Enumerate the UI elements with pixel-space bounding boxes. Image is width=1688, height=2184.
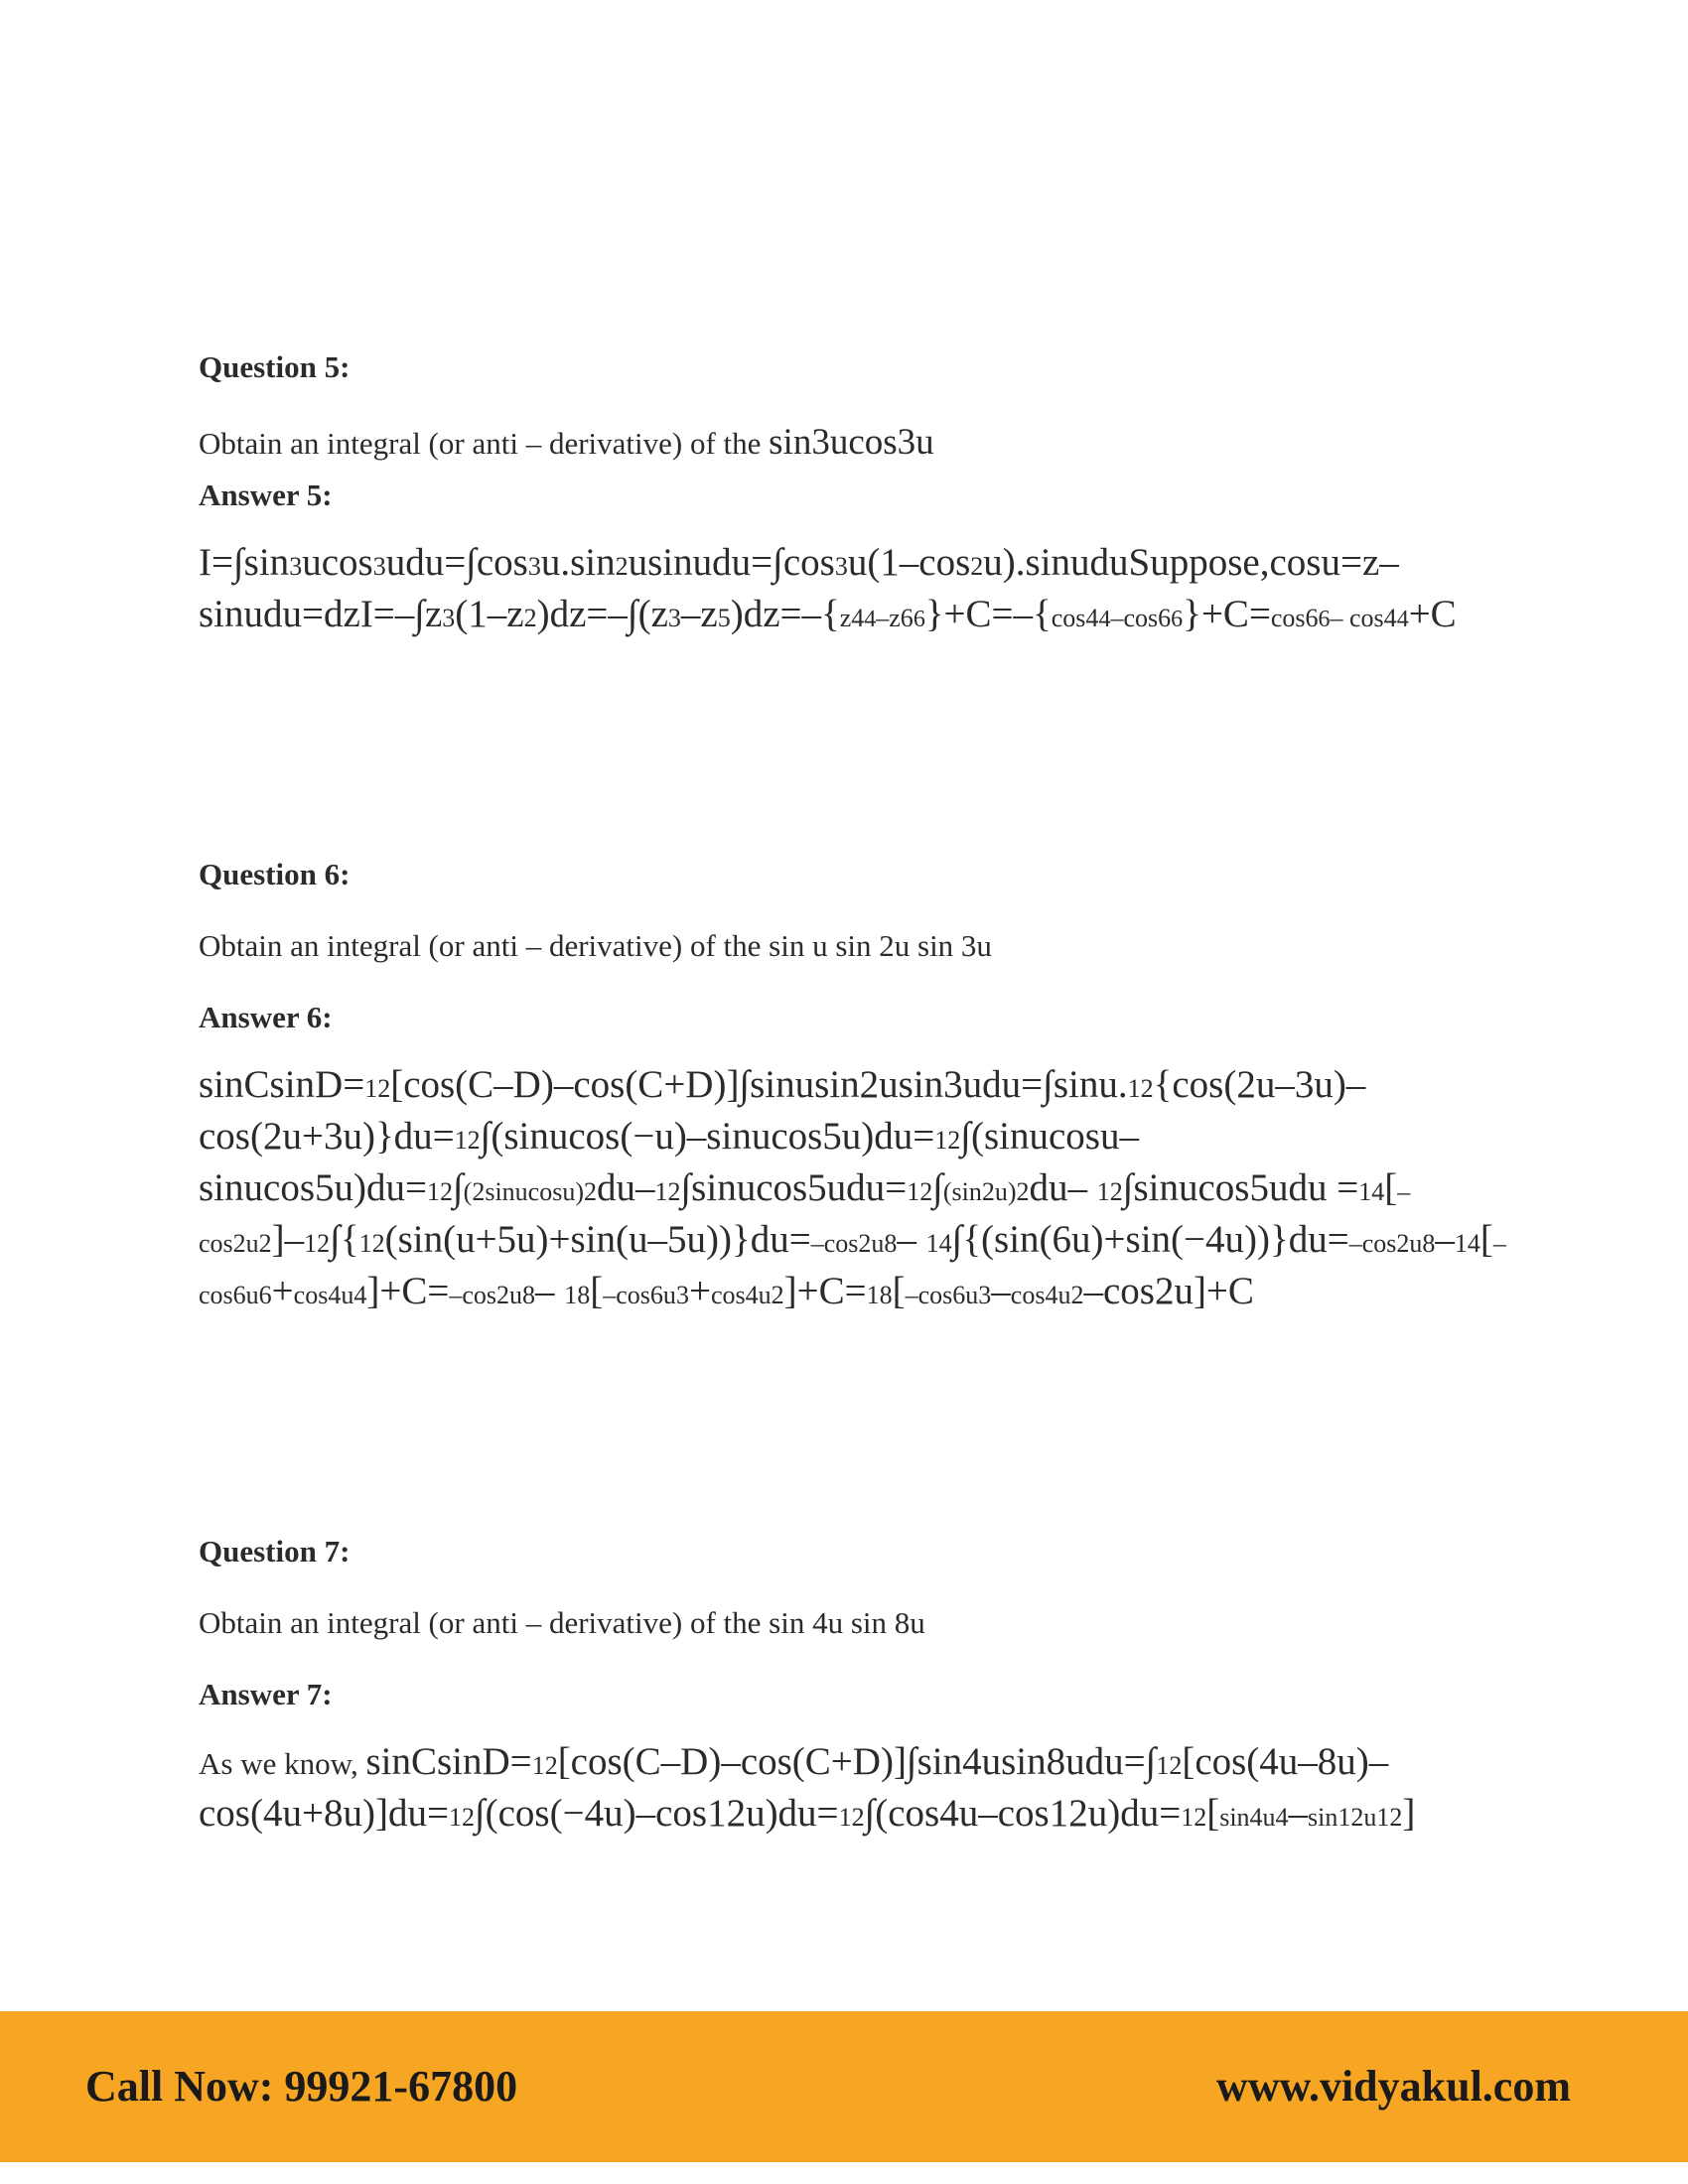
math-segment: du– bbox=[597, 1166, 655, 1209]
math-segment: 6 bbox=[1171, 607, 1184, 632]
math-segment: u(1–cos bbox=[847, 541, 971, 584]
math-segment: I=∫sin bbox=[199, 541, 290, 584]
math-segment: [ bbox=[1206, 1792, 1220, 1835]
math-segment: ∫{(sin(6u)+sin(−4u))}du= bbox=[951, 1218, 1349, 1261]
math-segment: – cos4 bbox=[1330, 604, 1397, 632]
math-segment: 18 bbox=[564, 1281, 591, 1309]
math-segment: 12 bbox=[454, 1126, 481, 1155]
math-segment: –z6 bbox=[876, 604, 914, 632]
math-segment: (sin(u+5u)+sin(u–5u))}du= bbox=[384, 1218, 811, 1261]
math-segment: 12 bbox=[358, 1229, 385, 1258]
answer-7-heading: Answer 7: bbox=[199, 1677, 333, 1711]
math-segment: udu=∫cos bbox=[385, 541, 528, 584]
math-segment: cos4u bbox=[1010, 1281, 1071, 1309]
math-segment: 12 bbox=[1096, 1177, 1123, 1206]
math-segment: 2 bbox=[523, 604, 537, 632]
math-segment: sinCsinD= bbox=[199, 1063, 365, 1106]
math-segment: }+C= bbox=[1183, 593, 1271, 635]
math-segment: ∫ bbox=[932, 1166, 943, 1209]
answer-7-math bbox=[199, 1738, 1509, 1842]
math-segment: 12 bbox=[838, 1803, 865, 1832]
question-7-block bbox=[199, 1534, 1509, 1842]
math-segment: [cos(C–D)–cos(C+D)]∫sinusin2usin3udu=∫sinu. bbox=[390, 1063, 1128, 1106]
call-now-text[interactable]: Call Now: 99921-67800 bbox=[85, 2062, 518, 2111]
math-segment: 2 bbox=[584, 1177, 597, 1206]
math-segment: 12 bbox=[531, 1751, 558, 1780]
math-segment: 12 bbox=[934, 1126, 961, 1155]
math-segment: ∫sinucos5udu = bbox=[1122, 1166, 1359, 1209]
math-segment: –cos6u bbox=[199, 1229, 1506, 1309]
math-segment: 2 bbox=[970, 552, 984, 581]
math-segment: 18 bbox=[866, 1281, 893, 1309]
math-segment: cos4u bbox=[293, 1281, 354, 1309]
math-segment: )dz=–{ bbox=[730, 593, 840, 635]
math-segment: 5 bbox=[717, 604, 731, 632]
math-segment: z4 bbox=[839, 604, 865, 632]
math-segment: 8 bbox=[1422, 1229, 1436, 1258]
math-segment: ∫ bbox=[452, 1166, 464, 1209]
math-segment: 12 bbox=[907, 1177, 933, 1206]
math-segment: – bbox=[535, 1270, 565, 1312]
math-segment: u.sin bbox=[540, 541, 616, 584]
math-segment: 4 bbox=[1396, 607, 1409, 632]
answer-7-formula bbox=[199, 1740, 1415, 1835]
math-segment: 14 bbox=[1358, 1177, 1385, 1206]
answer-5-heading: Answer 5: bbox=[199, 478, 333, 512]
math-segment: 12 bbox=[1181, 1803, 1207, 1832]
math-segment: (2sinucosu) bbox=[463, 1177, 584, 1206]
math-segment: du– bbox=[1029, 1166, 1097, 1209]
math-segment: –cos2u]+C bbox=[1083, 1270, 1254, 1312]
math-segment: 2 bbox=[615, 552, 629, 581]
math-segment: ]– bbox=[271, 1218, 305, 1261]
website-link[interactable]: www.vidyakul.com bbox=[1216, 2062, 1571, 2111]
math-segment: 4 bbox=[864, 607, 877, 632]
question-7-text: Obtain an integral (or anti – derivative) of the sin 4u sin 8u bbox=[199, 1605, 925, 1640]
math-segment: – bbox=[1288, 1792, 1309, 1835]
answer-7-lead: As we know, bbox=[199, 1746, 366, 1781]
math-segment: ∫sinucos5udu= bbox=[680, 1166, 908, 1209]
question-6-heading: Question 6: bbox=[199, 857, 351, 891]
math-segment: 12 bbox=[1156, 1751, 1183, 1780]
math-segment: –cos2u bbox=[1348, 1229, 1423, 1258]
math-segment: – bbox=[1435, 1218, 1455, 1261]
math-segment: ] bbox=[1402, 1792, 1416, 1835]
question-6-block bbox=[199, 857, 1509, 1319]
math-segment: ∫(sinucosu– sinucos5u)du= bbox=[199, 1115, 1139, 1209]
math-segment: {cos(2u–3u)– cos(2u+3u)}du= bbox=[199, 1063, 1366, 1158]
math-segment: 12 bbox=[448, 1803, 475, 1832]
math-segment: sinCsinD= bbox=[365, 1740, 532, 1783]
math-segment: [ bbox=[1384, 1166, 1398, 1209]
math-segment: ∫(cos4u–cos12u)du= bbox=[864, 1792, 1182, 1835]
math-segment: 6 bbox=[1318, 607, 1331, 632]
math-segment: + bbox=[688, 1270, 711, 1312]
math-segment: – bbox=[991, 1270, 1011, 1312]
math-segment: 4 bbox=[353, 1281, 367, 1309]
math-segment: }+C=–{ bbox=[924, 593, 1052, 635]
math-segment: 3 bbox=[527, 552, 541, 581]
math-segment: cos4u bbox=[710, 1281, 772, 1309]
answer-6-heading: Answer 6: bbox=[199, 1000, 333, 1034]
math-segment: 3 bbox=[978, 1281, 992, 1309]
math-segment: –z bbox=[680, 593, 718, 635]
math-segment: 3 bbox=[675, 1281, 689, 1309]
math-segment: [ bbox=[892, 1270, 906, 1312]
math-segment: sin12u bbox=[1308, 1803, 1377, 1832]
math-segment: –cos6 bbox=[1110, 604, 1172, 632]
math-segment: [ bbox=[590, 1270, 604, 1312]
math-segment: (1–z bbox=[455, 593, 524, 635]
math-segment: 2 bbox=[1070, 1281, 1084, 1309]
question-6-text: Obtain an integral (or anti – derivative) of the sin u sin 2u sin 3u bbox=[199, 928, 992, 963]
math-segment: 12 bbox=[426, 1177, 453, 1206]
math-segment: 12 bbox=[364, 1074, 391, 1103]
math-segment: cos4 bbox=[1051, 604, 1099, 632]
math-segment: 4 bbox=[1275, 1803, 1289, 1832]
question-5-expression: sin3ucos3u bbox=[769, 422, 934, 463]
math-segment: +C bbox=[1408, 593, 1457, 635]
math-segment: 12 bbox=[1127, 1074, 1154, 1103]
math-segment: 8 bbox=[884, 1229, 898, 1258]
math-segment: 2 bbox=[1016, 1177, 1030, 1206]
math-segment: cos6 bbox=[1270, 604, 1319, 632]
math-segment: 12 bbox=[654, 1177, 681, 1206]
question-7-heading: Question 7: bbox=[199, 1534, 351, 1569]
math-segment: [cos(C–D)–cos(C+D)]∫sin4usin8udu=∫ bbox=[557, 1740, 1157, 1783]
math-segment: 6 bbox=[913, 607, 925, 632]
question-5-prompt: Obtain an integral (or anti – derivative) of the bbox=[199, 426, 770, 461]
math-segment: 6 bbox=[258, 1281, 272, 1309]
math-segment: ]+C= bbox=[366, 1270, 450, 1312]
math-segment: (sin2u) bbox=[942, 1177, 1017, 1206]
math-segment: 8 bbox=[522, 1281, 536, 1309]
footer-banner bbox=[0, 2011, 1688, 2162]
math-segment: 4 bbox=[1098, 607, 1111, 632]
math-segment: 2 bbox=[771, 1281, 784, 1309]
math-segment: usinudu=∫cos bbox=[628, 541, 835, 584]
math-segment: 3 bbox=[442, 604, 456, 632]
math-segment: –cos2u bbox=[449, 1281, 523, 1309]
math-segment: + bbox=[271, 1270, 294, 1312]
math-segment: 3 bbox=[667, 604, 681, 632]
question-5-heading: Question 5: bbox=[199, 349, 351, 384]
math-segment: ∫(sinucos(−u)–sinucos5u)du= bbox=[480, 1115, 935, 1158]
math-segment: –cos6u bbox=[603, 1281, 676, 1309]
math-segment: ∫{ bbox=[330, 1218, 359, 1261]
math-segment: ucos bbox=[302, 541, 373, 584]
math-segment: –cos2u bbox=[810, 1229, 885, 1258]
math-segment: ∫(cos(−4u)–cos12u)du= bbox=[474, 1792, 839, 1835]
math-segment: 3 bbox=[372, 552, 386, 581]
math-segment: 12 bbox=[304, 1229, 331, 1258]
math-segment: u).sinuduSuppose,cosu=z– sinudu=dzI=–∫z bbox=[199, 541, 1399, 635]
answer-6-math bbox=[199, 1061, 1509, 1319]
question-5-block bbox=[199, 349, 1509, 643]
math-segment: – bbox=[897, 1218, 926, 1261]
math-segment: ]+C= bbox=[783, 1270, 867, 1312]
math-segment: 2 bbox=[258, 1229, 272, 1258]
question-5-text bbox=[199, 421, 1509, 464]
math-segment: sin4u bbox=[1219, 1803, 1276, 1832]
math-segment: –cos6u bbox=[905, 1281, 979, 1309]
math-segment: [ bbox=[1479, 1218, 1493, 1261]
math-segment: –cos2u bbox=[199, 1177, 1411, 1258]
answer-5-math bbox=[199, 539, 1509, 643]
math-segment: 3 bbox=[289, 552, 303, 581]
math-segment: 12 bbox=[1376, 1803, 1403, 1832]
math-segment: 14 bbox=[1454, 1229, 1480, 1258]
math-segment: [cos(4u–8u)– cos(4u+8u)]du= bbox=[199, 1740, 1389, 1835]
math-segment: )dz=–∫(z bbox=[536, 593, 668, 635]
math-segment: 3 bbox=[834, 552, 848, 581]
math-segment: 14 bbox=[925, 1229, 952, 1258]
